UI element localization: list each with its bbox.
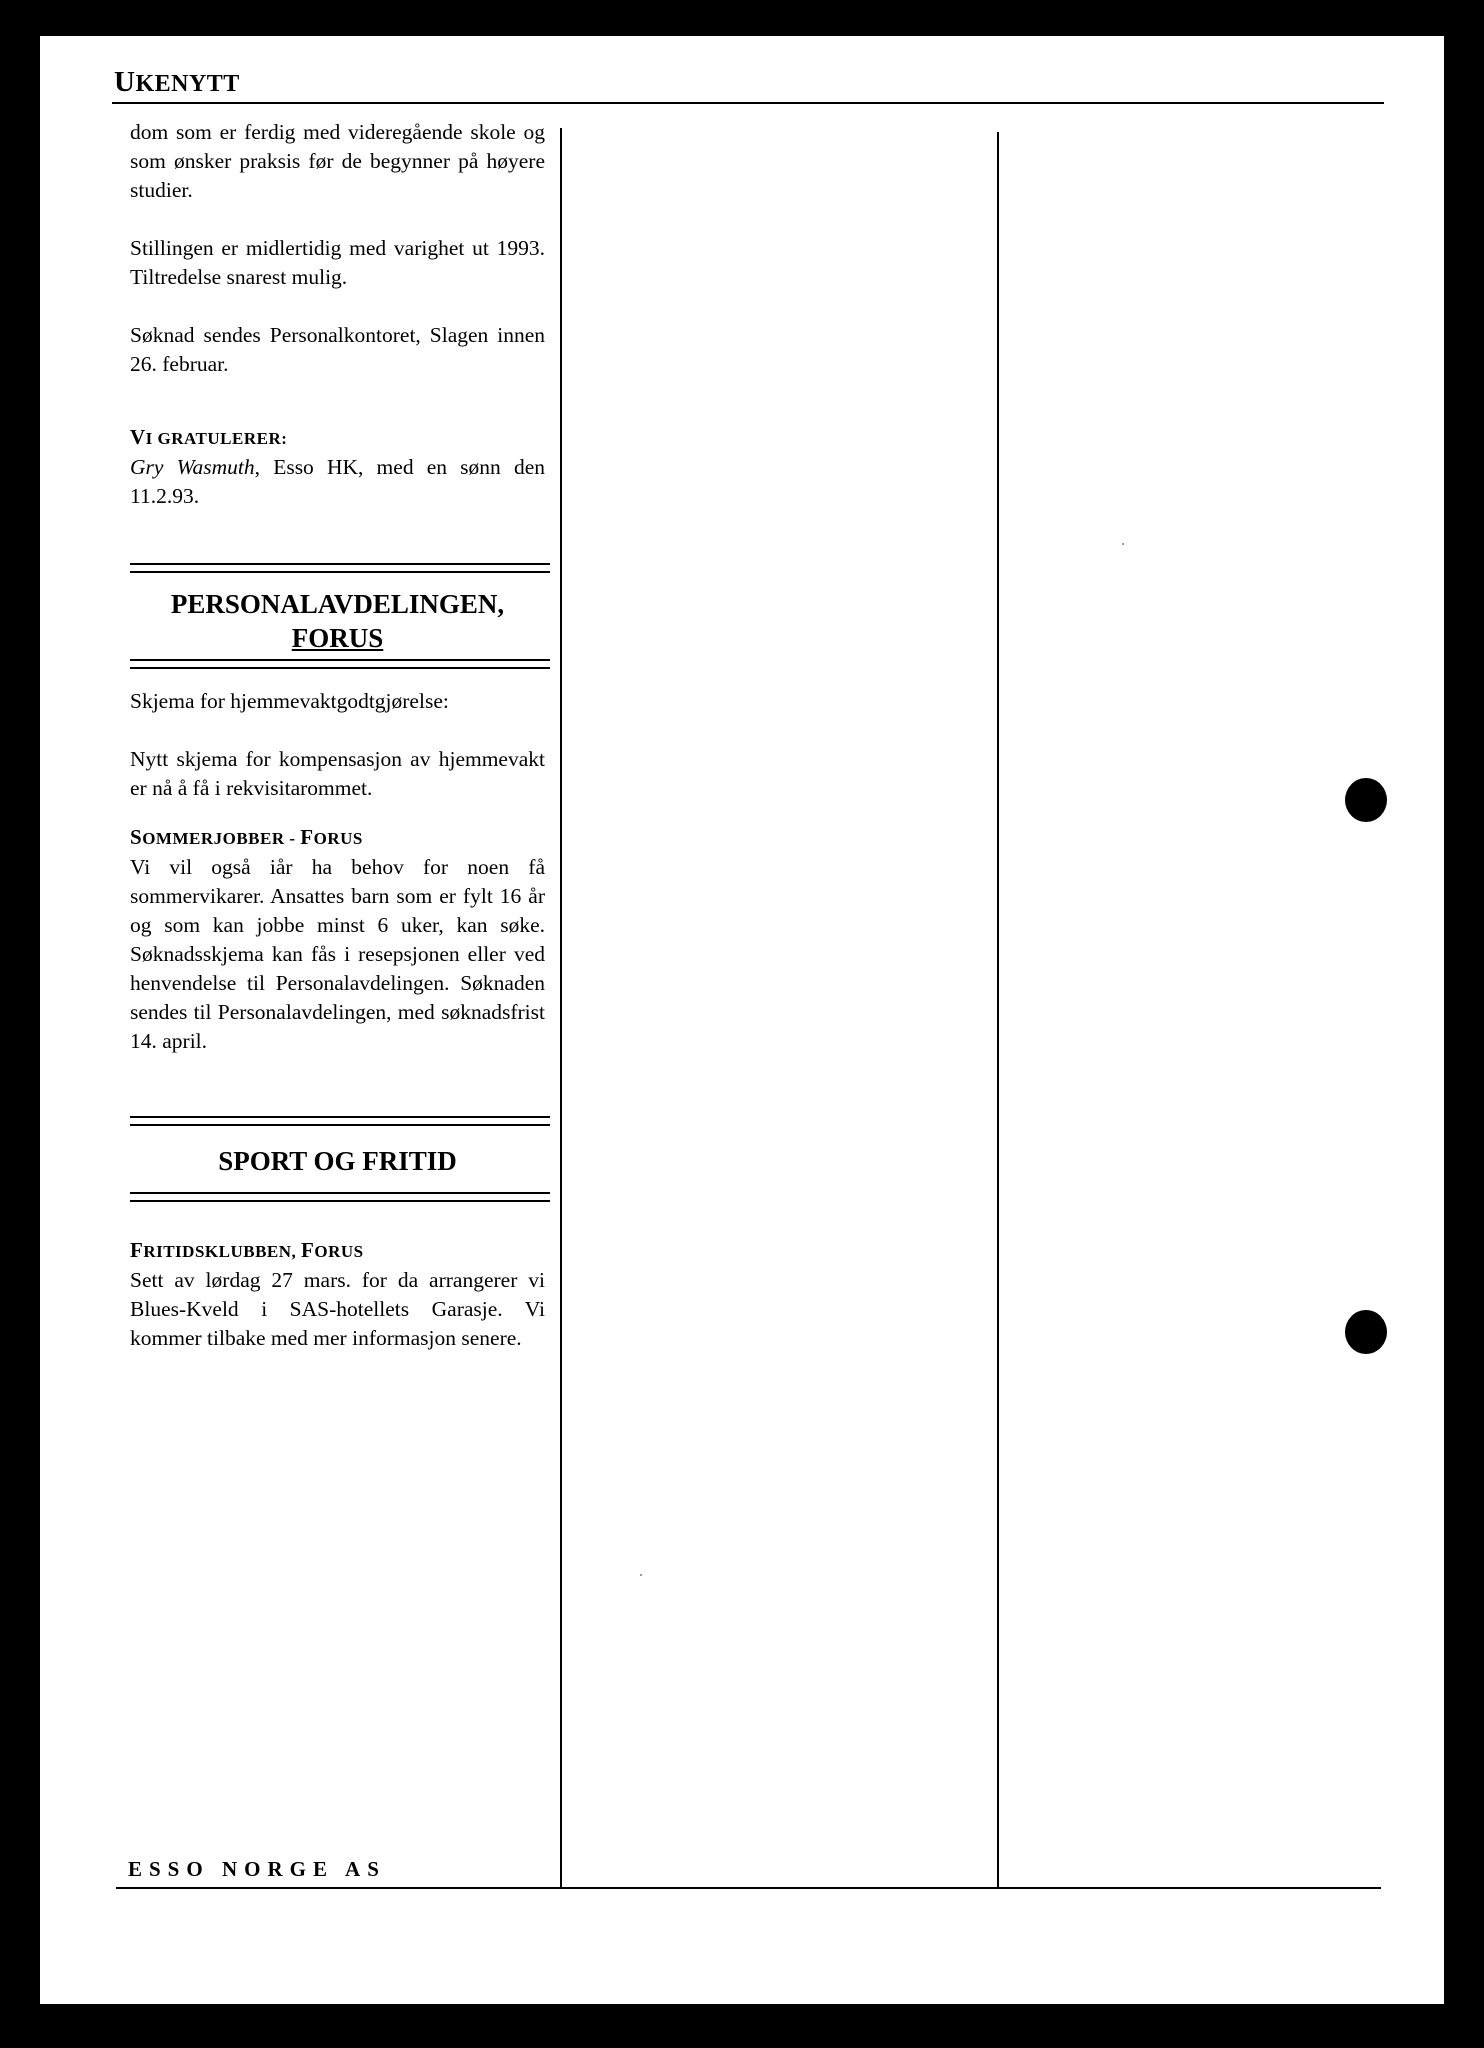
section-title-personal: PERSONALAVDELINGEN, FORUS [170,589,505,653]
club-heading: FRITIDSKLUBBEN, FORUS [130,1238,364,1262]
summer-jobs-heading: SOMMERJOBBER - FORUS [130,825,363,849]
header-rule [112,102,1384,104]
column-divider-left [560,128,562,1888]
footer-company: ESSO NORGE AS [128,1857,386,1881]
column-divider-right [997,132,999,1888]
binder-hole [1345,1310,1387,1354]
congrats-heading: VI GRATULERER: [130,425,288,449]
sport-rule-bottom [130,1192,550,1202]
congrats-paragraph [130,453,545,511]
newsletter-title [114,66,240,99]
scan-speck [640,1574,642,1576]
binder-hole [1345,778,1387,822]
summer-jobs-paragraph: Vi vil også iår ha behov for noen få sommervikarer. Ansattes barn som er fylt 16 år og som kan jobbe minst 6 uker, kan søke. Søknadsskjema kan fås i resepsjonen eller ved henvendelse til Personalavdelingen. Søknaden sendes til Personalavdelingen, med søknadsfrist 14. april. [130,855,545,1053]
form-paragraph: Nytt skjema for kompensasjon av hjemmevakt er nå å få i rekvisitarommet. [130,747,545,800]
sport-rule-top [130,1116,550,1126]
scan-speck [1122,543,1124,545]
congrats-text: , Esso HK, med en sønn den 11.2.93. [130,455,545,508]
club-paragraph: Sett av lørdag 27 mars. for da arrangerer vi Blues-Kveld i SAS-hotellets Garasje. Vi kommer tilbake med mer informasjon senere. [130,1268,545,1350]
footer-rule [116,1887,1381,1889]
title-rest: KENYTT [135,71,240,97]
intro-paragraph: dom som er ferdig med videregående skole og som ønsker praksis før de begynner på høyere studier. [130,120,545,202]
section-rule-top [130,563,550,573]
application-paragraph: Søknad sendes Personalkontoret, Slagen innen 26. februar. [130,323,545,376]
form-heading: Skjema for hjemmevaktgodtgjørelse: [130,689,449,713]
left-column [130,118,545,1353]
congrats-name: Gry Wasmuth [130,455,255,479]
section-rule-bottom [130,659,550,669]
title-initial: U [114,66,136,98]
section-title-sport: SPORT OG FRITID [218,1146,457,1176]
position-paragraph: Stillingen er midlertidig med varighet ut 1993. Tiltredelse snarest mulig. [130,236,545,289]
